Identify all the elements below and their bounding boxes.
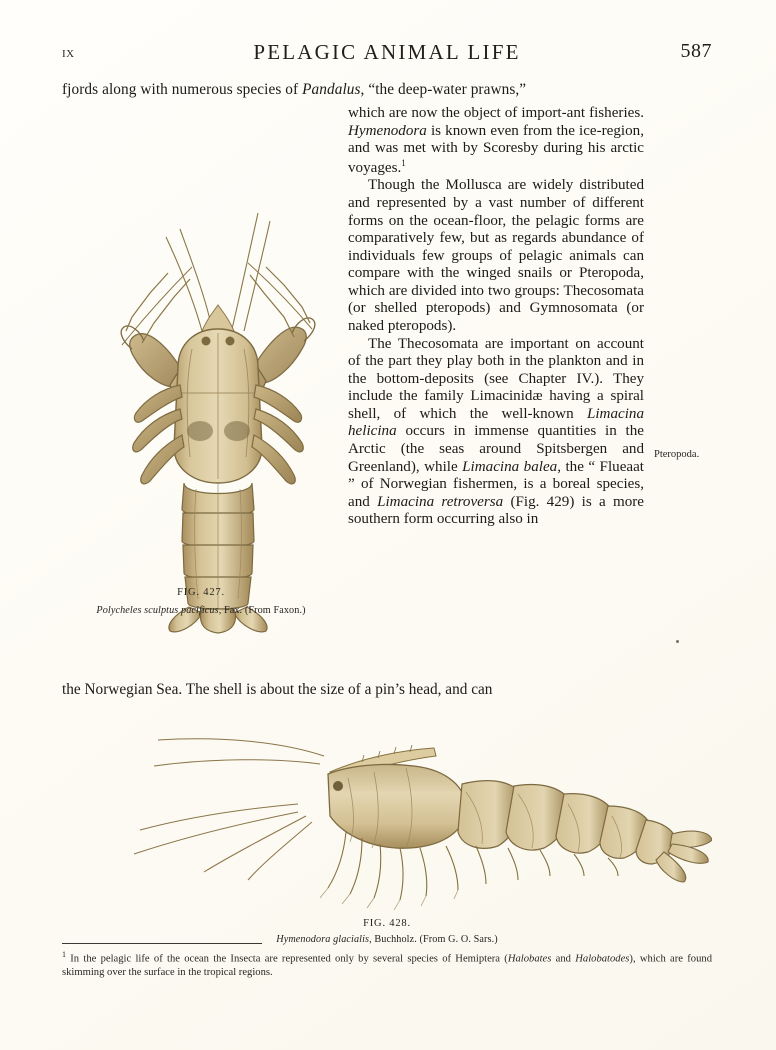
figure-427-species: Polycheles sculptus pacificus	[96, 605, 219, 617]
footnote-rule	[62, 943, 262, 944]
footnote-italic-halobatodes: Halobatodes	[575, 953, 630, 965]
paragraph-3-a: The Thecosomata are important on account of the part they play both in the plankton and in the bottom-deposits (see Chapter IV.). They include the family Limacinidæ having a spiral shell, of which the well-known	[348, 335, 644, 422]
marginal-note-pteropoda: Pteropoda.	[654, 449, 700, 461]
right-column	[348, 105, 644, 529]
lead-line	[62, 81, 712, 99]
figure-427	[62, 117, 340, 662]
paragraph-2: Though the Mollusca are widely distributed and represented by a vast number of different forms on the ocean-floor, the pelagic forms are comparatively few, but as regards abundance of individuals few groups of pelagic animals can compare with the winged snails or Pteropoda, which are divided into two groups: Thecosomata (or shelled pteropods) and Gymnosomata (or naked pteropods).	[348, 177, 644, 335]
paragraph-3-c: , the “ Flueaat ” of Norwegian fishermen, is a boreal species, and	[348, 458, 644, 510]
paragraph-3-b: occurs in immense quantities in the Arctic (the seas around Spitsbergen and Greenland), while	[348, 423, 644, 475]
figure-428-caption-rest: , Buchholz. (From G. O. Sars.)	[369, 934, 498, 945]
species-limacina-retroversa: Limacina retroversa	[377, 493, 504, 510]
figure-428-illustration	[62, 712, 712, 917]
figure-428	[62, 712, 712, 945]
paragraph-1: which are now the object of import-ant fisheries. Hymenodora is known even from the ice-region, and was met with by Scoresby during his arctic voyages.$^1$	[348, 105, 644, 176]
left-column	[62, 105, 340, 680]
footnote-italic-halobates: Halobates	[507, 953, 552, 965]
ink-speck	[676, 640, 679, 643]
paragraph-3-d: (Fig. 429) is a more southern form occurring also in	[348, 493, 644, 528]
footnote-text-a: In the pelagic life of the ocean the Insecta are represented only by several species of Hemiptera (	[66, 953, 508, 965]
lead-line-part-b: , “the deep-water prawns,”	[360, 81, 527, 98]
figure-428-species: Hymenodora glacialis	[276, 934, 370, 945]
figure-427-caption-rest: , Fax. (From Faxon.)	[218, 605, 306, 617]
figure-427-illustration	[62, 117, 340, 637]
footnote-marker-ref: 1	[401, 157, 406, 168]
footnote-text-b: and	[551, 953, 576, 965]
footnote-text-c: ), which are found skimming over the surface in the tropical regions.	[62, 953, 712, 978]
lead-line-part-a: fjords along with numerous species of	[62, 81, 303, 98]
page-title: PELAGIC ANIMAL LIFE	[253, 40, 521, 64]
paragraph-3	[348, 336, 644, 529]
page-content	[62, 40, 712, 1000]
species-limacina-balea: Limacina balea	[462, 458, 558, 475]
figure-427-number: FIG. 427.	[177, 587, 225, 599]
lead-line-italic: Pandalus	[302, 81, 361, 98]
figure-427-number-caption	[62, 582, 340, 600]
page-number: 587	[680, 40, 712, 62]
species-limacina-helicina: Limacina helicina	[348, 405, 644, 440]
figure-427-caption-text	[96, 605, 305, 616]
chapter-number: IX	[62, 48, 75, 60]
figure-428-number: FIG. 428.	[363, 918, 411, 929]
two-column-block	[62, 105, 712, 680]
genus-hymenodora: Hymenodora	[348, 122, 427, 139]
footnote-marker: 1	[62, 950, 66, 959]
full-width-line: the Norwegian Sea. The shell is about the size of a pin’s head, and can	[62, 681, 493, 698]
footnote	[62, 950, 712, 979]
figure-428-number-caption	[62, 918, 712, 945]
figure-427-description	[62, 600, 340, 618]
running-head	[62, 40, 712, 70]
